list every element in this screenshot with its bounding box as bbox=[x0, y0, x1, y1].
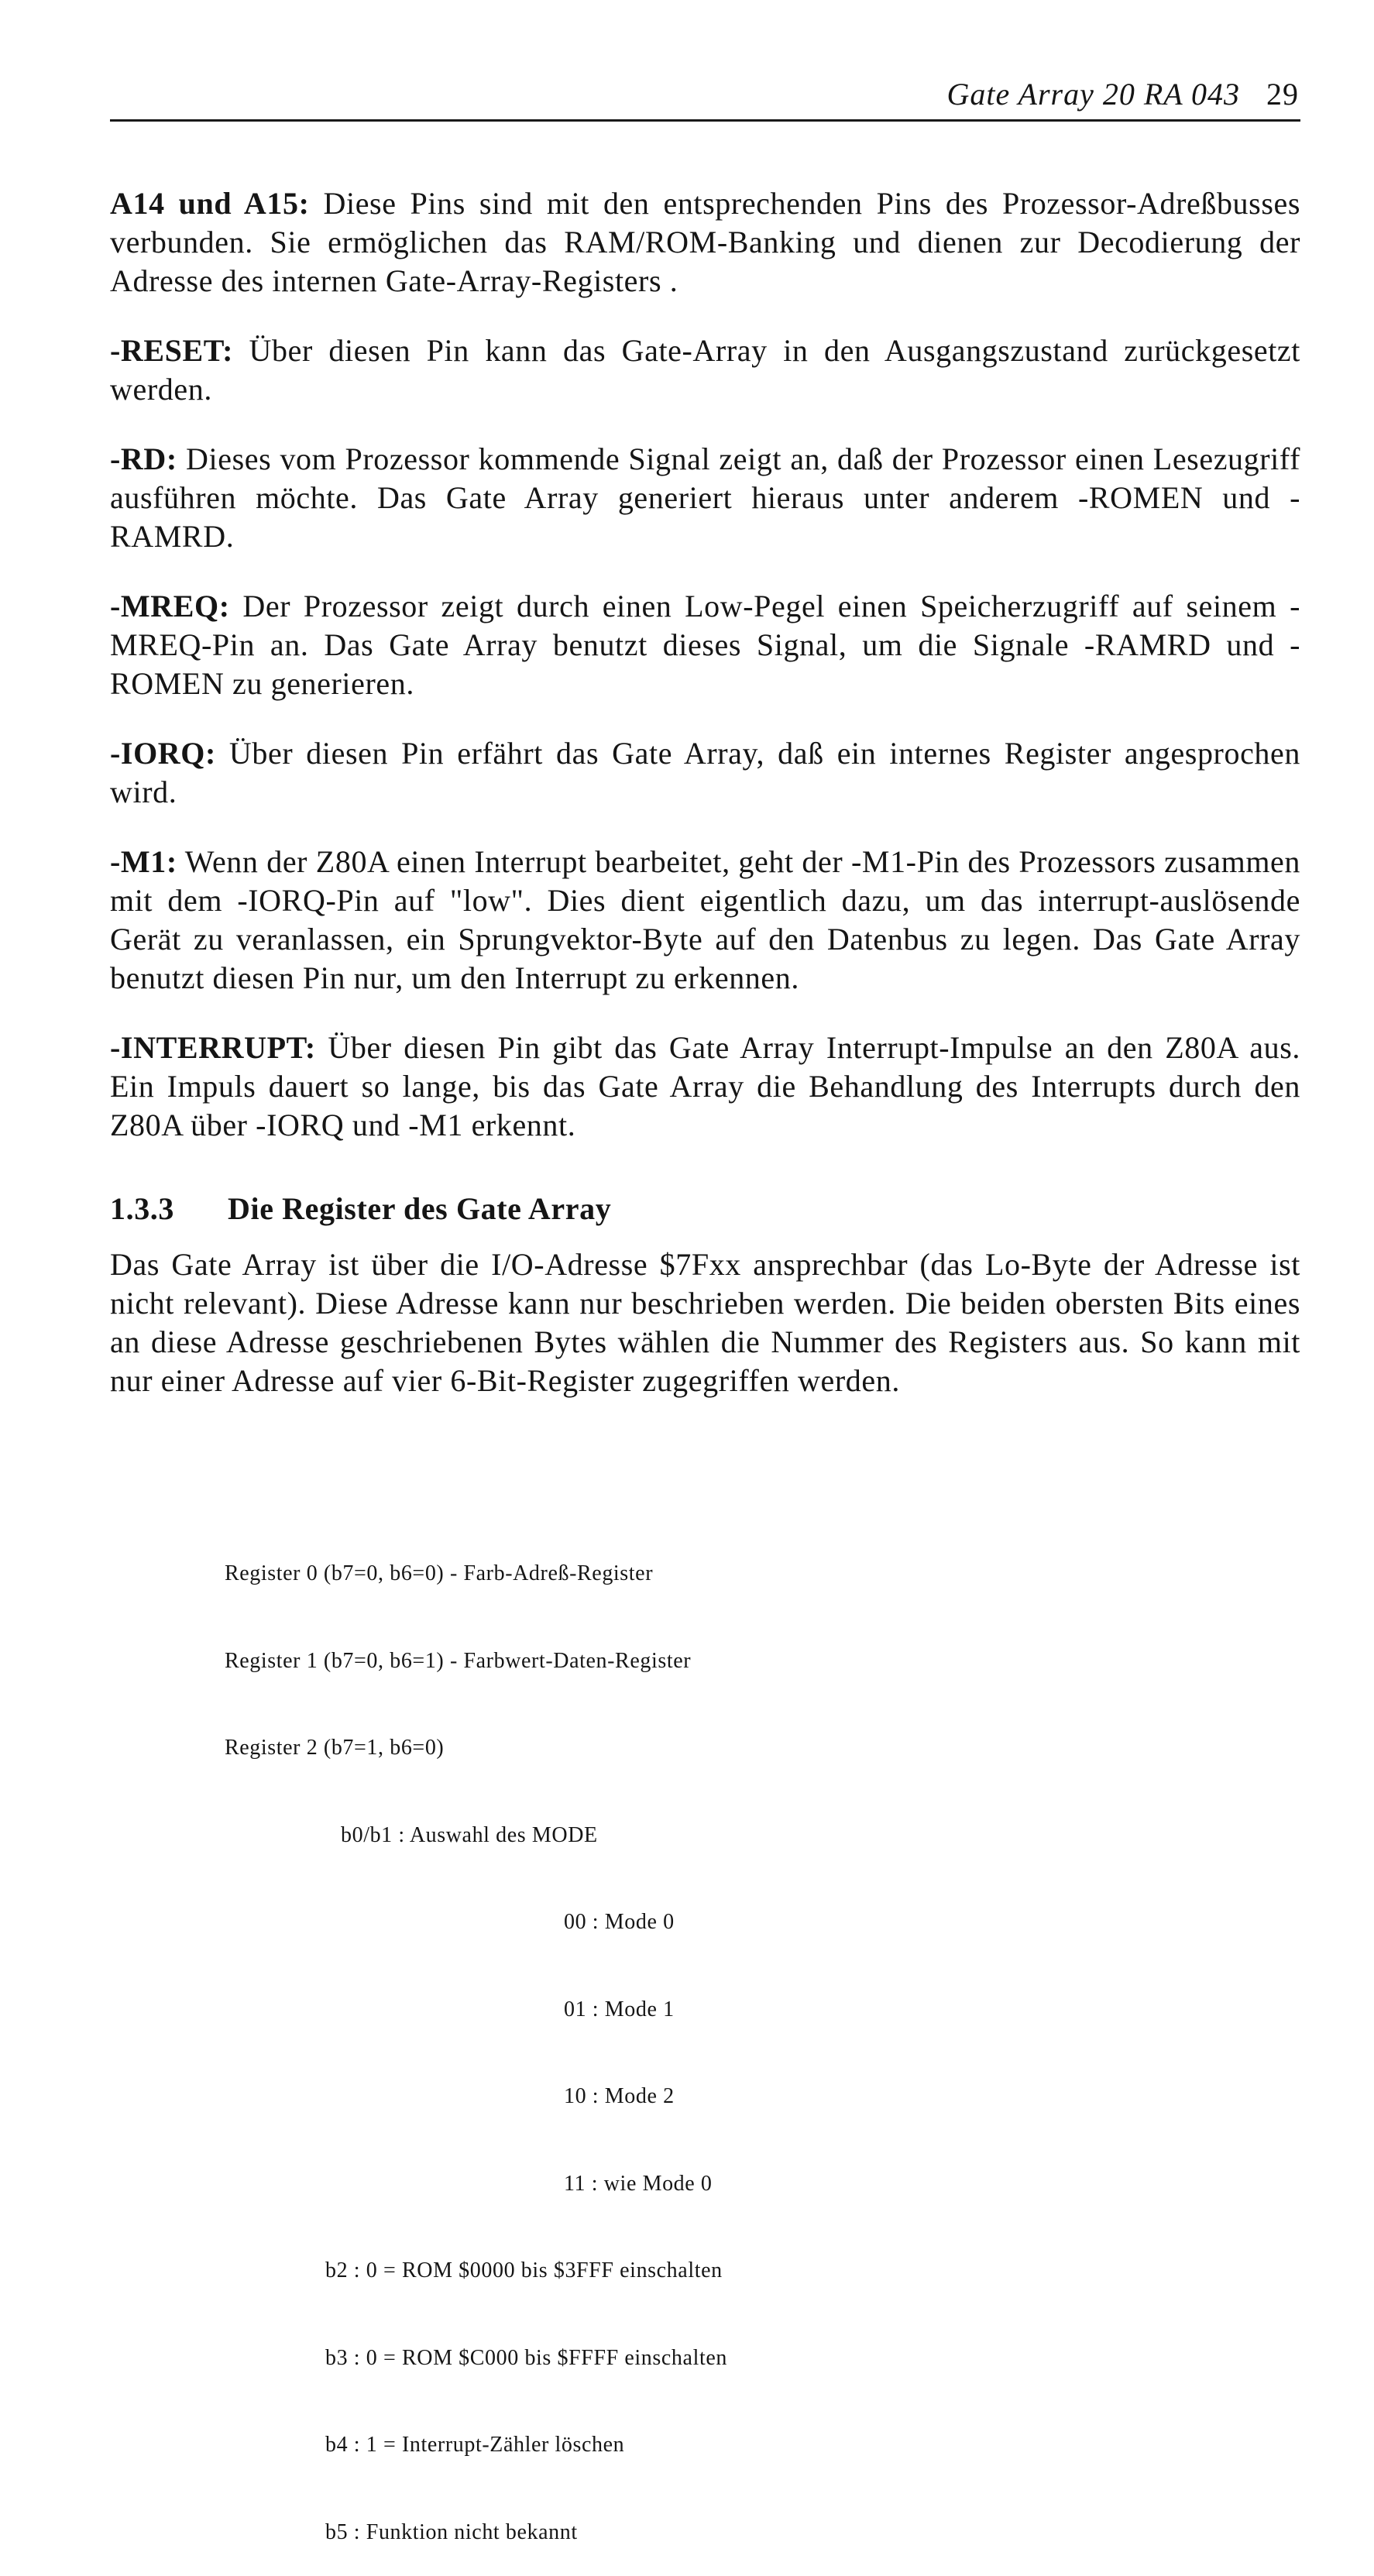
pin-term: -M1: bbox=[110, 844, 177, 879]
bit-description-line: b3 : 0 = ROM $C000 bis $FFFF einschalten bbox=[325, 2345, 727, 2370]
bit-description-line: b4 : 1 = Interrupt-Zähler löschen bbox=[325, 2433, 625, 2457]
bit-description-line: b2 : 0 = ROM $0000 bis $3FFF einschalten bbox=[325, 2258, 723, 2282]
section-heading bbox=[110, 1190, 1300, 1228]
register-2-line: Register 2 (b7=1, b6=0) bbox=[225, 1736, 445, 1760]
section-paragraph: Das Gate Array ist über die I/O-Adresse $7Fxx ansprechbar (das Lo-Byte der Adresse ist nicht relevant). Diese Adresse kann nur beschrieben werden. Die beiden obersten Bits eines an diese Adresse geschriebenen Bytes wählen die Nummer des Registers aus. So kann mit nur einer Adresse auf vier 6-Bit-Register zugegriffen werden. bbox=[110, 1247, 1300, 1398]
running-title: Gate Array 20 RA 043 bbox=[946, 77, 1240, 112]
page-body bbox=[110, 184, 1300, 1431]
register-0-line: Register 0 (b7=0, b6=0) - Farb-Adreß-Register bbox=[225, 1561, 654, 1585]
pin-text: Dieses vom Prozessor kommende Signal zeigt an, daß der Prozessor einen Lesezugriff ausführen möchte. Das Gate Array generiert hieraus unter anderem -ROMEN und -RAMRD. bbox=[110, 441, 1300, 554]
page-header bbox=[110, 76, 1300, 122]
pin-description-mreq bbox=[110, 587, 1300, 703]
register-1-line: Register 1 (b7=0, b6=1) - Farbwert-Daten-Register bbox=[225, 1648, 692, 1673]
pin-text: Diese Pins sind mit den entsprechenden Pins des Prozessor-Adreßbusses verbunden. Sie ermöglichen das RAM/ROM-Banking und dienen zur Decodierung der Adresse des internen Gate-Array-Registers . bbox=[110, 186, 1301, 298]
pin-text: Über diesen Pin erfährt das Gate Array, daß ein internes Register angesprochen wird. bbox=[110, 736, 1300, 809]
pin-text: Über diesen Pin kann das Gate-Array in den Ausgangszustand zurückgesetzt werden. bbox=[110, 333, 1300, 407]
mode-option-line: 01 : Mode 1 bbox=[564, 1997, 675, 2021]
pin-text: Der Prozessor zeigt durch einen Low-Pegel einen Speicherzugriff auf seinem -MREQ-Pin an. Das Gate Array benutzt dieses Signal, um die Signale -RAMRD und -ROMEN zu generieren. bbox=[110, 589, 1300, 701]
pin-text: Wenn der Z80A einen Interrupt bearbeitet, geht der -M1-Pin des Prozessors zusammen mit dem -IORQ-Pin auf "low". Dies dient eigentlich dazu, um das interrupt-auslösende Gerät zu veranlassen, ein Sprungvektor-Byte auf den Datenbus zu legen. Das Gate Array benutzt diesen Pin nur, um den Interrupt zu erkennen. bbox=[110, 844, 1300, 995]
pin-term: -MREQ: bbox=[110, 589, 230, 623]
section-title: Die Register des Gate Array bbox=[228, 1191, 612, 1226]
pin-description-reset bbox=[110, 331, 1300, 409]
pin-text: Über diesen Pin gibt das Gate Array Interrupt-Impulse an den Z80A aus. Ein Impuls dauert so lange, bis das Gate Array die Behandlung des Interrupts durch den Z80A über -IORQ und -M1 erkennt. bbox=[110, 1030, 1300, 1142]
page-number: 29 bbox=[1266, 77, 1299, 112]
pin-description-m1 bbox=[110, 843, 1300, 998]
pin-term: -RD: bbox=[110, 441, 177, 476]
pin-description-rd bbox=[110, 440, 1300, 556]
bit-description-line: b5 : Funktion nicht bekannt bbox=[325, 2519, 578, 2544]
pin-description-iorq bbox=[110, 734, 1300, 812]
section-number: 1.3.3 bbox=[110, 1191, 174, 1226]
pin-term: -RESET: bbox=[110, 333, 234, 368]
pin-description-a14-a15 bbox=[110, 184, 1300, 301]
mode-option-line: 00 : Mode 0 bbox=[564, 1910, 675, 1934]
mode-select-line: b0/b1 : Auswahl des MODE bbox=[341, 1822, 598, 1847]
pin-term: A14 und A15: bbox=[110, 186, 310, 221]
pin-description-interrupt bbox=[110, 1029, 1300, 1145]
register-listing bbox=[225, 1501, 727, 2576]
pin-term: -IORQ: bbox=[110, 736, 216, 771]
mode-option-line: 11 : wie Mode 0 bbox=[564, 2171, 713, 2196]
pin-term: -INTERRUPT: bbox=[110, 1030, 316, 1065]
mode-option-line: 10 : Mode 2 bbox=[564, 2084, 675, 2108]
